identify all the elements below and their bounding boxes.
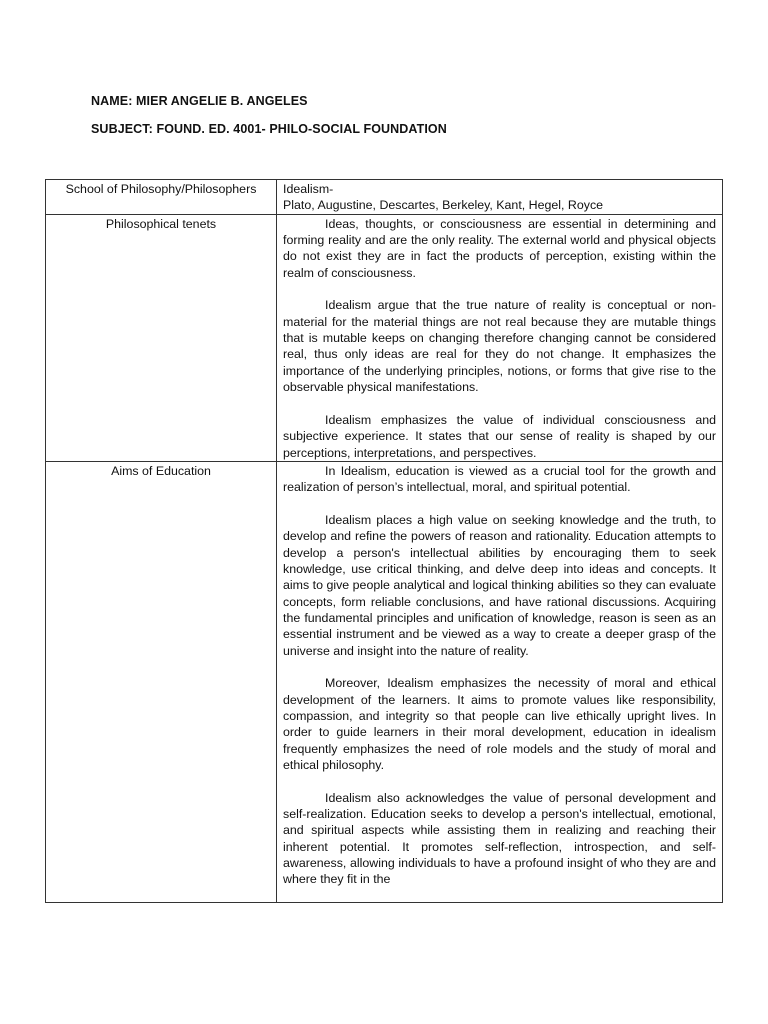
aims-paragraph: In Idealism, education is viewed as a crucial tool for the growth and realization of person’s intellectual, moral, and spiritual potential. xyxy=(283,463,716,495)
tenet-paragraph: Idealism argue that the true nature of reality is conceptual or non-material for the material things are not real because they are mutable things that is mutable keeps on changing therefore changing cannot be considered real, thus only ideas are real for they do not change. It emphasizes the importance of the underlying principles, notions, or forms that give rise to the observable physical manifestations. xyxy=(283,298,716,395)
aims-paragraph: Idealism places a high value on seeking knowledge and the truth, to develop and refine the powers of reason and rationality. Education attempts to develop a person's intellectual abilities by encouraging them to seek knowledge, use critical thinking, and delve deep into ideas and concepts. It aims to give people analytical and logical thinking abilities so they can evaluate concepts, form reliable conclusions, and have rational discussions. Acquiring the fundamental principles and unification of knowledge, reason is seen as an essential instrument and be viewed as a way to create a deeper grasp of the universe and insight into the nature of reality. xyxy=(283,512,716,658)
row-label-school: School of Philosophy/Philosophers xyxy=(46,180,277,215)
aims-paragraph: Idealism also acknowledges the value of personal development and self-realization. Education seeks to develop a person's intellectual, emotional, and spiritual aspects while assisting them in realizing and reaching their inherent potential. It promotes self-reflection, introspection, and self-awareness, allowing individuals to have a profound insight of who they are and where they fit in the xyxy=(283,790,716,887)
aims-paragraph: Moreover, Idealism emphasizes the necessity of moral and ethical development of the learners. It aims to promote values like responsibility, compassion, and integrity so that people can live ethically upright lives. In order to guide learners in their moral development, education in idealism frequently emphasizes the need of role models and the study of moral and ethical philosophy. xyxy=(283,676,716,773)
aims-content xyxy=(277,461,723,902)
philosophy-table xyxy=(45,179,723,903)
subject-line: SUBJECT: FOUND. ED. 4001- PHILO-SOCIAL FOUNDATION xyxy=(91,122,447,136)
tenet-paragraph: Ideas, thoughts, or consciousness are essential in determining and forming reality and are the only reality. The external world and physical objects do not exist they are in fact the products of perception, existing within the realm of consciousness. xyxy=(283,216,716,280)
row-label-tenets: Philosophical tenets xyxy=(46,214,277,461)
table-row xyxy=(46,180,723,215)
tenets-content xyxy=(277,214,723,461)
aims-text-clip xyxy=(283,463,716,902)
student-name: NAME: MIER ANGELIE B. ANGELES xyxy=(91,94,308,108)
tenet-paragraph: Idealism emphasizes the value of individual consciousness and subjective experience. It states that our sense of reality is shaped by our perceptions, interpretations, and perspectives. xyxy=(283,412,716,460)
table-row xyxy=(46,461,723,902)
table-row xyxy=(46,214,723,461)
row-label-aims: Aims of Education xyxy=(46,461,277,902)
school-content xyxy=(277,180,723,215)
philosophers-list: Plato, Augustine, Descartes, Berkeley, Kant, Hegel, Royce xyxy=(283,198,604,213)
school-name: Idealism- xyxy=(283,182,334,196)
